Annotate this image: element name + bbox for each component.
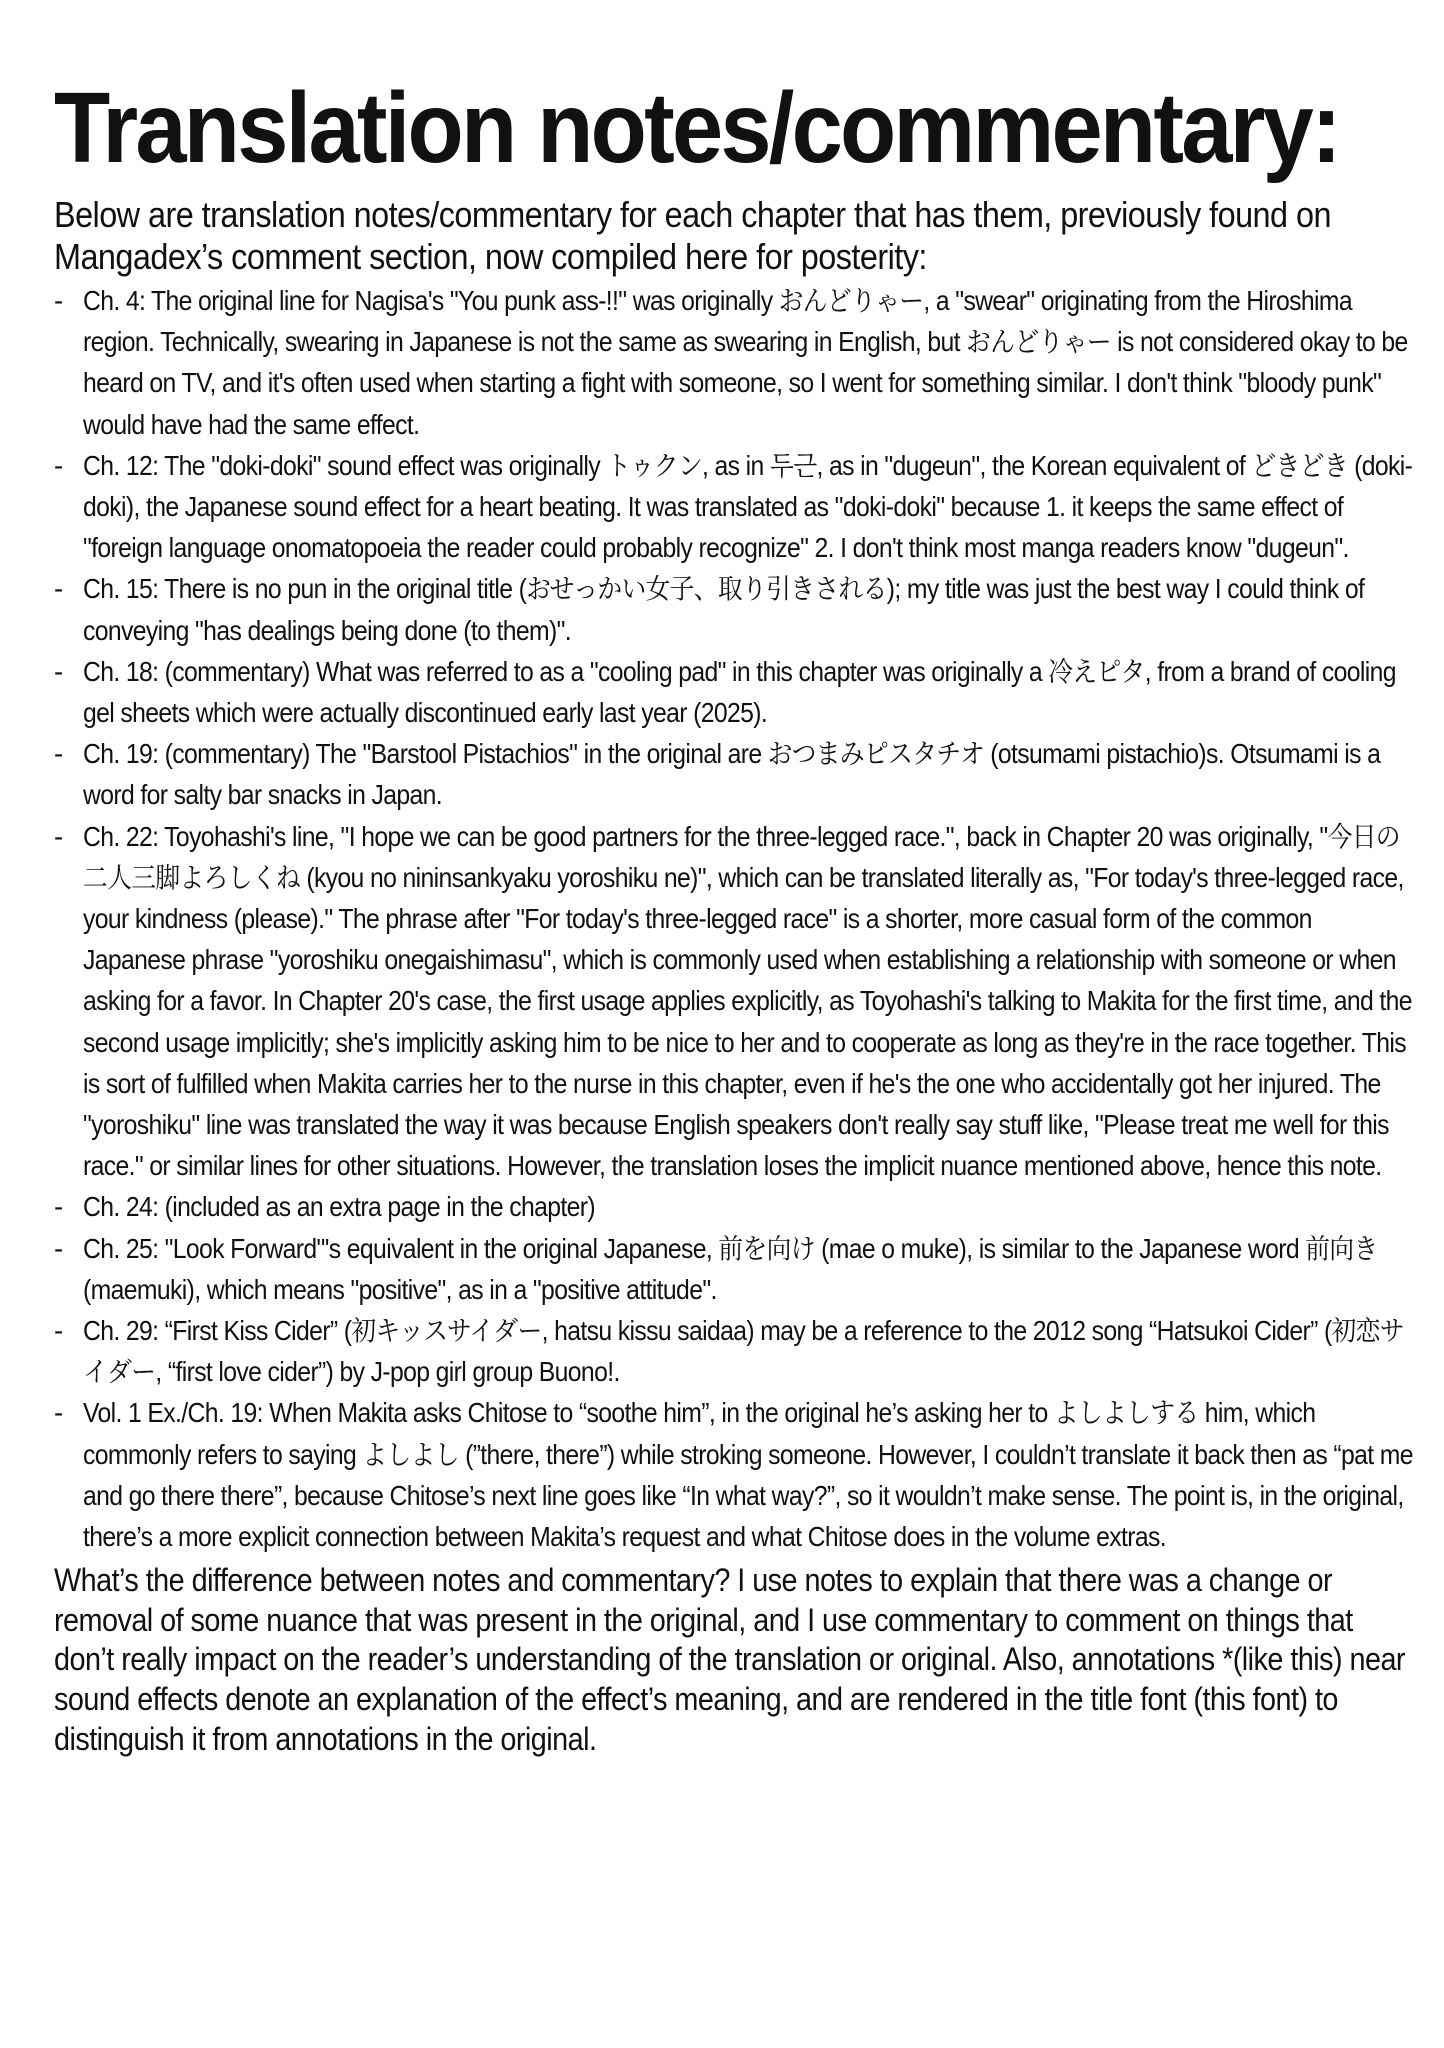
note-text-ch18: Ch. 18: (commentary) What was referred to as a "cooling pad" in this chapter was originally a 冷えピタ, from a brand of cooling gel sheets which were actually discontinued early last year (2025). (83, 655, 1396, 729)
note-text-ch12: Ch. 12: The "doki-doki" sound effect was originally トゥクン, as in 두근, as in "dugeun", the Korean equivalent of どきどき (doki-doki), the Japanese sound effect for a heart beating. It was translated as "doki-doki" because 1. it keeps the same effect of "foreign language onomatopoeia the reader could probably recognize" 2. I don't think most manga readers know "dugeun". (83, 449, 1413, 564)
note-text-ch19: Ch. 19: (commentary) The "Barstool Pistachios" in the original are おつまみピスタチオ (otsumami pistachio)s. Otsumami is a word for salty bar snacks in Japan. (83, 738, 1381, 811)
list-item (54, 733, 1414, 815)
bullet-dash: - (54, 573, 63, 605)
notes-list (54, 280, 1414, 1557)
list-item (54, 445, 1414, 569)
bullet-dash: - (54, 655, 63, 687)
document-page (54, 72, 1414, 1759)
list-item (54, 1310, 1414, 1392)
note-text-ch25: Ch. 25: "Look Forward"'s equivalent in the original Japanese, 前を向け (mae o muke), is similar to the Japanese word 前向き (maemuki), which means "positive", as in a "positive attitude". (83, 1232, 1378, 1305)
intro-paragraph: Below are translation notes/commentary for each chapter that has them, previously found on Mangadex’s comment section, now compiled here for posterity: (54, 194, 1331, 277)
list-item (54, 816, 1414, 1187)
note-text-ch15: Ch. 15: There is no pun in the original title (おせっかい女子、取り引きされる); my title was just the best way I could think of conveying "has dealings being done (to them)". (83, 573, 1365, 646)
bullet-dash: - (54, 738, 63, 770)
bullet-dash: - (54, 449, 63, 481)
bullet-dash: - (54, 1232, 63, 1264)
outro-paragraph: What’s the difference between notes and commentary? I use notes to explain that there was a change or removal of some nuance that was present in the original, and I use commentary to comment on things that don’t really impact on the reader’s understanding of the translation or original. Also, annotations *(like this) near sound effects denote an explanation of the effect’s meaning, and are rendered in the title font (this font) to distinguish it from annotations in the original. (54, 1562, 1405, 1757)
note-text-vol1-extra: Vol. 1 Ex./Ch. 19: When Makita asks Chitose to “soothe him”, in the original he’s asking her to よしよしする him, which commonly refers to saying よしよし (”there, there”) while stroking someone. However, I couldn’t translate it back then as “pat me and go there there”, because Chitose’s next line goes like “In what way?”, so it wouldn’t make sense. The point is, in the original, there’s a more explicit connection between Makita’s request and what Chitose does in the volume extras. (83, 1397, 1413, 1553)
list-item (54, 651, 1414, 733)
bullet-dash: - (54, 1191, 63, 1223)
list-item (54, 1228, 1414, 1310)
note-text-ch22: Ch. 22: Toyohashi's line, "I hope we can be good partners for the three-legged race.", back in Chapter 20 was originally, "今日の二人三脚よろしくね (kyou no nininsankyaku yoroshiku ne)", which can be translated literally as, "For today's three-legged race, your kindness (please)." The phrase after "For today's three-legged race" is a shorter, more casual form of the common Japanese phrase "yoroshiku onegaishimasu", which is commonly used when establishing a relationship with someone or when asking for a favor. In Chapter 20's case, the first usage applies explicitly, as Toyohashi's talking to Makita for the first time, and the second usage implicitly; she's implicitly asking him to be nice to her and to cooperate as long as they're in the race together. This is sort of fulfilled when Makita carries her to the nurse in this chapter, even if he's the one who accidentally got her injured. The "yoroshiku" line was translated the way it was because English speakers don't really say stuff like, "Please treat me well for this race." or similar lines for other situations. However, the translation loses the implicit nuance mentioned above, hence this note. (83, 820, 1412, 1182)
bullet-dash: - (54, 820, 63, 852)
page-title: Translation notes/commentary: (54, 72, 1339, 184)
list-item (54, 280, 1414, 445)
note-text-ch24: Ch. 24: (included as an extra page in the chapter) (83, 1191, 595, 1223)
note-text-ch4: Ch. 4: The original line for Nagisa's "You punk ass-!!" was originally おんどりゃー, a "swear" originating from the Hiroshima region. Technically, swearing in Japanese is not the same as swearing in English, but おんどりゃー is not considered okay to be heard on TV, and it's often used when starting a fight with someone, so I went for something similar. I don't think "bloody punk" would have had the same effect. (83, 285, 1408, 440)
bullet-dash: - (54, 285, 63, 316)
list-item (54, 568, 1414, 650)
bullet-dash: - (54, 1315, 63, 1347)
list-item (54, 1186, 1414, 1227)
bullet-dash: - (54, 1397, 63, 1429)
list-item (54, 1392, 1414, 1557)
note-text-ch29: Ch. 29: “First Kiss Cider” (初キッスサイダー, hatsu kissu saidaa) may be a reference to the 2012 song “Hatsukoi Cider” (初恋サイダー, “first love cider”) by J-pop girl group Buono!. (83, 1315, 1404, 1388)
